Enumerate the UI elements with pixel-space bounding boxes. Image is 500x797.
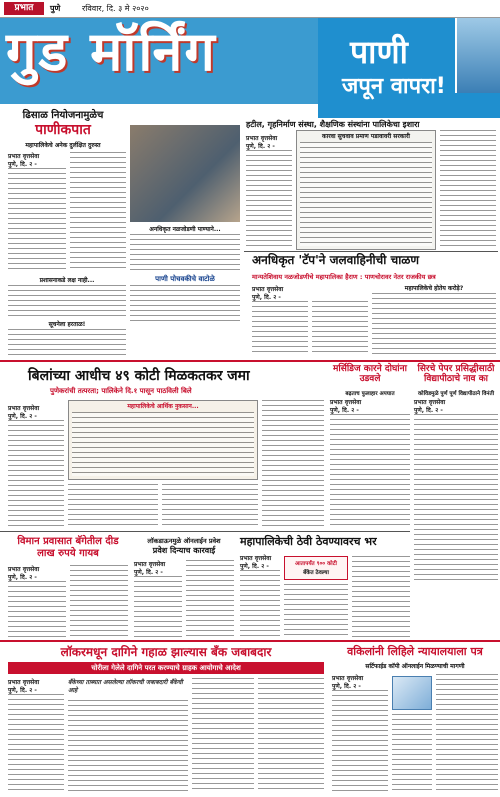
water-tap-icon bbox=[455, 18, 500, 93]
story4-subhead: मान्यतेशिवाय नळजोडणीचे महापालिका हैराण : पाणचोरावर नेतर राजकीय छत्र bbox=[252, 273, 436, 281]
story1-body-col2 bbox=[70, 152, 126, 272]
story7-byline: प्रभात वृत्तसेवा bbox=[414, 399, 446, 406]
story4-headline: अनधिकृत 'टॅप'ने जलवाहिनीची चाळण bbox=[252, 253, 420, 267]
story9-body-col1 bbox=[134, 576, 182, 637]
story11-body-col4 bbox=[258, 678, 324, 792]
story2-body-col1 bbox=[246, 150, 292, 250]
story3-headline: पाणी पोचवकीचे वाटोळे bbox=[155, 275, 215, 283]
story4-body-col1 bbox=[252, 301, 308, 355]
story1-body-col4 bbox=[8, 329, 126, 355]
story1-body-col1 bbox=[8, 168, 66, 272]
story10-body-col3 bbox=[352, 556, 410, 637]
story9-byline: प्रभात वृत्तसेवा bbox=[134, 561, 166, 568]
story6-headline: मर्सिडिज कारने दोघांना उडवले bbox=[333, 364, 407, 385]
water-ad-line1: पाणी bbox=[350, 33, 408, 71]
story6-byline: प्रभात वृत्तसेवा bbox=[330, 399, 362, 406]
story1-subhead: महापालिकेचे अनेक दुर्लक्षित दुरुस्त bbox=[25, 142, 101, 149]
story1-byline: प्रभात वृत्तसेवा bbox=[8, 153, 40, 160]
story12-subhead: सर्टिफाईड कॉपी ऑनलाईन मिळण्याची मागणी bbox=[365, 663, 465, 670]
story9-kicker: लॉकडाऊनमुळे ऑनलाईन प्रवेश bbox=[147, 537, 221, 545]
story1-kicker: ढिसाळ नियोजनामुळेच bbox=[22, 110, 104, 121]
story2-box-title: कारवा सुचवाव प्रमाण पडावावरी सरकारी bbox=[322, 133, 410, 140]
story6-dateline: पुणे, दि. २ - bbox=[330, 407, 359, 414]
story2-box-body bbox=[300, 142, 432, 246]
story9-dateline: पुणे, दि. २ - bbox=[134, 569, 163, 576]
story12-body-col1 bbox=[332, 690, 388, 792]
water-ad-line2: जपून वापरा! bbox=[342, 74, 446, 99]
story8-body-col2 bbox=[70, 565, 128, 637]
story1-body-col3 bbox=[8, 285, 126, 317]
section-divider bbox=[0, 360, 500, 362]
story11-quote: बँकेच्या ताब्यात असलेल्या लॉकरची जबाबदारी बँकेची आहे bbox=[68, 679, 183, 694]
photo-caption: अनधिकृत नळजोडणी पाण्याने... bbox=[149, 226, 221, 233]
story11-headline: लॉकरमधून दागिने गहाळ झाल्यास बँक जबाबदार bbox=[60, 645, 272, 659]
story6-subhead: बढ़ताच फुलाहार अपघात bbox=[345, 391, 395, 397]
edition-date: रविवार, दि. ३ मे २०२० bbox=[82, 4, 149, 13]
divider-3 bbox=[0, 640, 500, 642]
story4-box-body bbox=[372, 293, 496, 355]
story2-dateline: पुणे, दि. २ - bbox=[246, 143, 275, 150]
story7-dateline: पुणे, दि. २ - bbox=[414, 407, 443, 414]
story10-body-col1 bbox=[240, 570, 280, 637]
story10-dateline: पुणे, दि. २ - bbox=[240, 563, 269, 570]
photo-caption-text bbox=[130, 234, 240, 270]
water-leak-photo bbox=[130, 125, 240, 222]
story5-body-col3 bbox=[162, 484, 258, 528]
story10-body-col2 bbox=[284, 584, 348, 637]
masthead-title: गुड मॉर्निंग bbox=[6, 19, 217, 83]
story11-body-col2 bbox=[68, 700, 188, 792]
story1-dateline: पुणे, दि. २ - bbox=[8, 161, 37, 168]
story11-body-col3 bbox=[192, 678, 254, 792]
story6-body bbox=[330, 414, 410, 528]
story2-body-col3 bbox=[440, 130, 496, 250]
divider-2 bbox=[0, 531, 410, 532]
story1-headline: पाणीकपात bbox=[35, 122, 91, 138]
story7-headline: सिरचे पेपर प्रसिद्धीसाठी विद्यापीठाचे नाव का bbox=[417, 364, 495, 385]
story12-headline: वकिलांनी लिहिले न्यायालयाला पत्र bbox=[347, 645, 483, 658]
story4-body-col2 bbox=[312, 301, 368, 355]
story3-body bbox=[130, 285, 240, 323]
story11-dateline: पुणे, दि. २ - bbox=[8, 687, 37, 694]
story5-subhead: पुणेकरांची तत्परता; पालिकेने दि.१ पासून पाठविली बिले bbox=[50, 387, 192, 395]
story5-body-col2 bbox=[68, 484, 158, 528]
story10-box-line1: आतापर्यंत ९०० कोटी bbox=[295, 561, 337, 567]
story12-byline: प्रभात वृत्तसेवा bbox=[332, 675, 364, 682]
story7-subhead: कोविडमुळे पुर्ण पूर्ण विद्यापीठाने विनंती bbox=[417, 391, 495, 397]
newspaper-logo: प्रभात bbox=[4, 2, 44, 15]
story8-body-col1 bbox=[8, 581, 66, 637]
story5-box-title: महापालिकेचे आर्थिक नुकसान... bbox=[127, 403, 199, 410]
story12-body-col2 bbox=[436, 674, 498, 792]
story10-box-line2: बँकेत ठेवल्या bbox=[303, 570, 329, 576]
story5-body-col1 bbox=[8, 420, 64, 528]
story11-byline: प्रभात वृत्तसेवा bbox=[8, 679, 40, 686]
story12-dateline: पुणे, दि. २ - bbox=[332, 683, 361, 690]
edition-city: पुणे bbox=[50, 4, 61, 13]
story8-headline: विमान प्रवासात बॅगेतील दीड लाख रुपये गायब bbox=[17, 536, 119, 559]
story2-byline: प्रभात वृत्तसेवा bbox=[246, 135, 278, 142]
story11-body-col1 bbox=[8, 694, 64, 792]
story12-body-col3 bbox=[392, 714, 432, 792]
story7-body bbox=[414, 414, 498, 584]
story5-byline: प्रभात वृत्तसेवा bbox=[8, 405, 40, 412]
story10-headline: महापालिकेची ठेवी ठेवण्यावरच भर bbox=[240, 535, 377, 548]
envelope-icon bbox=[392, 676, 432, 710]
story1-section2: सूचनेला हरताळ! bbox=[48, 321, 86, 328]
story9-body-col2 bbox=[186, 560, 234, 637]
story4-dateline: पुणे, दि. २ - bbox=[252, 294, 281, 301]
divider bbox=[244, 251, 498, 252]
story4-byline: प्रभात वृत्तसेवा bbox=[252, 286, 284, 293]
story4-box-title: महापालिकेचे होतेय करोड़े? bbox=[404, 285, 464, 292]
story8-byline: प्रभात वृत्तसेवा bbox=[8, 566, 40, 573]
story5-dateline: पुणे, दि. २ - bbox=[8, 413, 37, 420]
story9-headline: प्रवेश दिन्याच कारवाई bbox=[152, 546, 216, 555]
story8-dateline: पुणे, दि. २ - bbox=[8, 574, 37, 581]
story5-headline: बिलांच्या आधीच ४९ कोटी मिळकतकर जमा bbox=[28, 368, 250, 384]
story1-section1: प्रशासनाकडे लक्ष नाही... bbox=[39, 277, 95, 284]
story2-headline: हटील, गृहनिर्माण संस्था, शैक्षणिक संस्थांना पालिकेचा इशारा bbox=[246, 120, 420, 129]
story5-body-col4 bbox=[262, 400, 324, 528]
story5-box-body bbox=[72, 412, 254, 476]
story10-byline: प्रभात वृत्तसेवा bbox=[240, 555, 272, 562]
story11-subhead: चोरीला गेलेले दागिने परत करण्याचे ग्राहक आयोगाचे आदेश bbox=[8, 662, 324, 674]
